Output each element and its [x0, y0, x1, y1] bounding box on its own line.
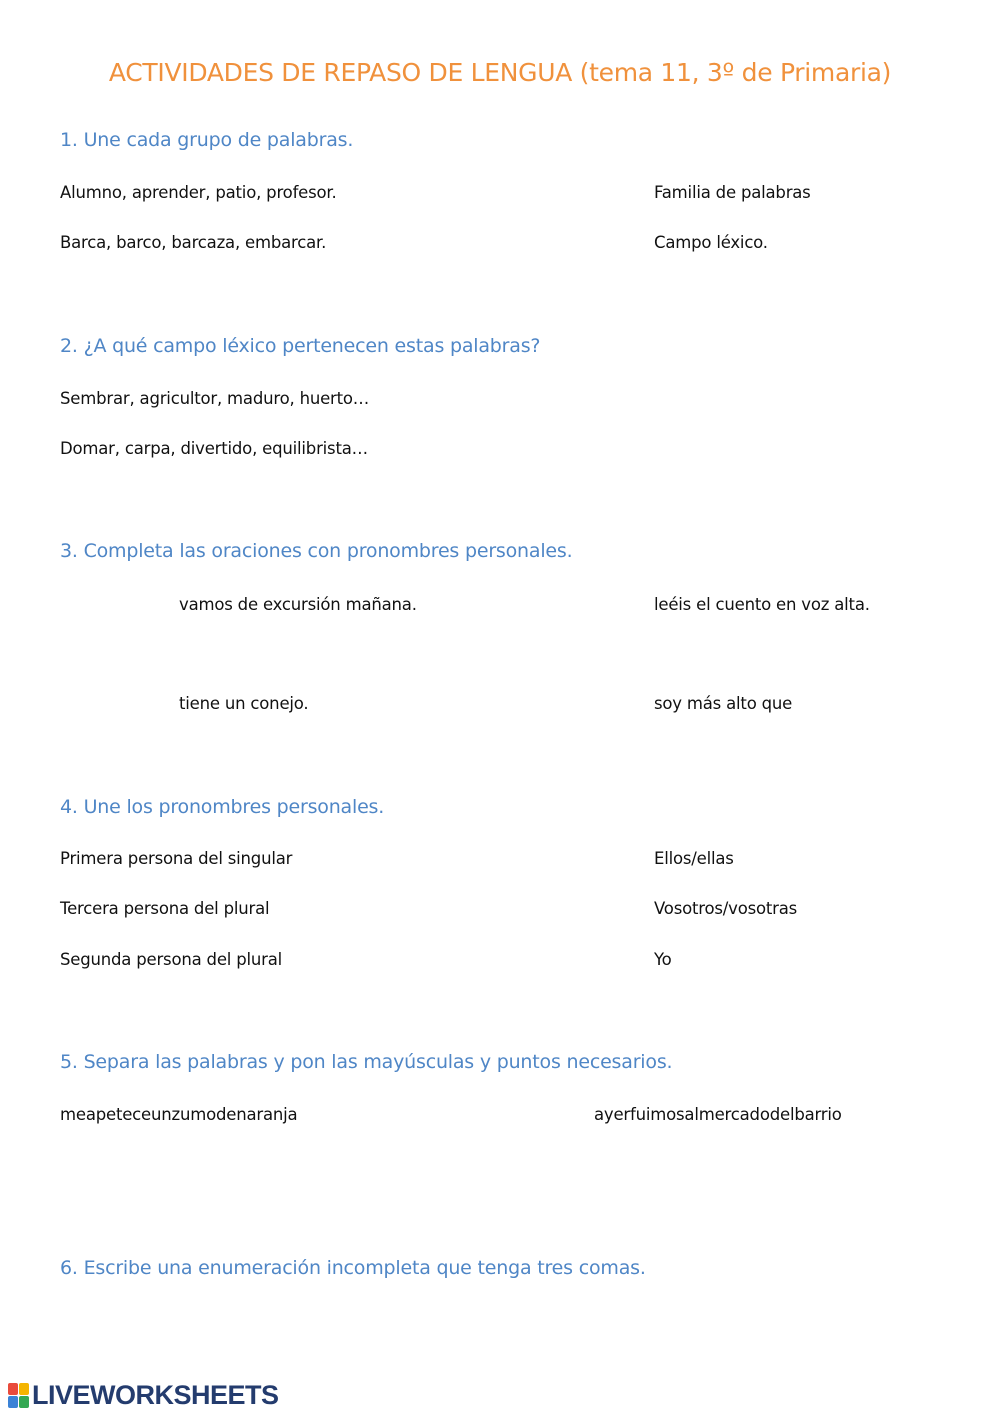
section-4-left-item: Tercera persona del plural — [60, 899, 270, 918]
section-2-item: Domar, carpa, divertido, equilibrista… — [60, 439, 368, 458]
section-3-sentence: leéis el cuento en voz alta. — [654, 595, 870, 614]
section-4-left-item: Segunda persona del plural — [60, 950, 283, 969]
section-5-heading: 5. Separa las palabras y pon las mayúsculas y puntos necesarios. — [60, 1051, 673, 1073]
section-5-item: ayerfuimosalmercadodelbarrio — [594, 1105, 842, 1124]
section-2-heading: 2. ¿A qué campo léxico pertenecen estas palabras? — [60, 335, 541, 357]
logo-blocks-icon — [8, 1383, 30, 1409]
section-4-left-item: Primera persona del singular — [60, 849, 293, 868]
section-3-sentence: soy más alto que — [654, 694, 793, 713]
section-5-item: meapeteceunzumodenaranja — [60, 1105, 298, 1124]
section-4-right-item: Ellos/ellas — [654, 849, 734, 868]
section-2-item: Sembrar, agricultor, maduro, huerto… — [60, 389, 370, 408]
section-3-sentence: vamos de excursión mañana. — [179, 595, 417, 614]
section-3-heading: 3. Completa las oraciones con pronombres personales. — [60, 540, 573, 562]
section-3-sentence: tiene un conejo. — [179, 694, 309, 713]
section-1-right-item: Familia de palabras — [654, 183, 811, 202]
page-title: ACTIVIDADES DE REPASO DE LENGUA (tema 11, 3º de Primaria) — [108, 58, 892, 87]
section-4-right-item: Vosotros/vosotras — [654, 899, 798, 918]
section-1-right-item: Campo léxico. — [654, 233, 768, 252]
section-4-heading: 4. Une los pronombres personales. — [60, 796, 385, 818]
section-1-left-item: Alumno, aprender, patio, profesor. — [60, 183, 337, 202]
section-1-left-item: Barca, barco, barcaza, embarcar. — [60, 233, 327, 252]
liveworksheets-logo — [8, 1380, 279, 1411]
section-1-heading: 1. Une cada grupo de palabras. — [60, 129, 354, 151]
section-4-right-item: Yo — [654, 950, 672, 969]
section-6-heading: 6. Escribe una enumeración incompleta que tenga tres comas. — [60, 1257, 646, 1279]
logo-text: LIVEWORKSHEETS — [32, 1380, 279, 1410]
